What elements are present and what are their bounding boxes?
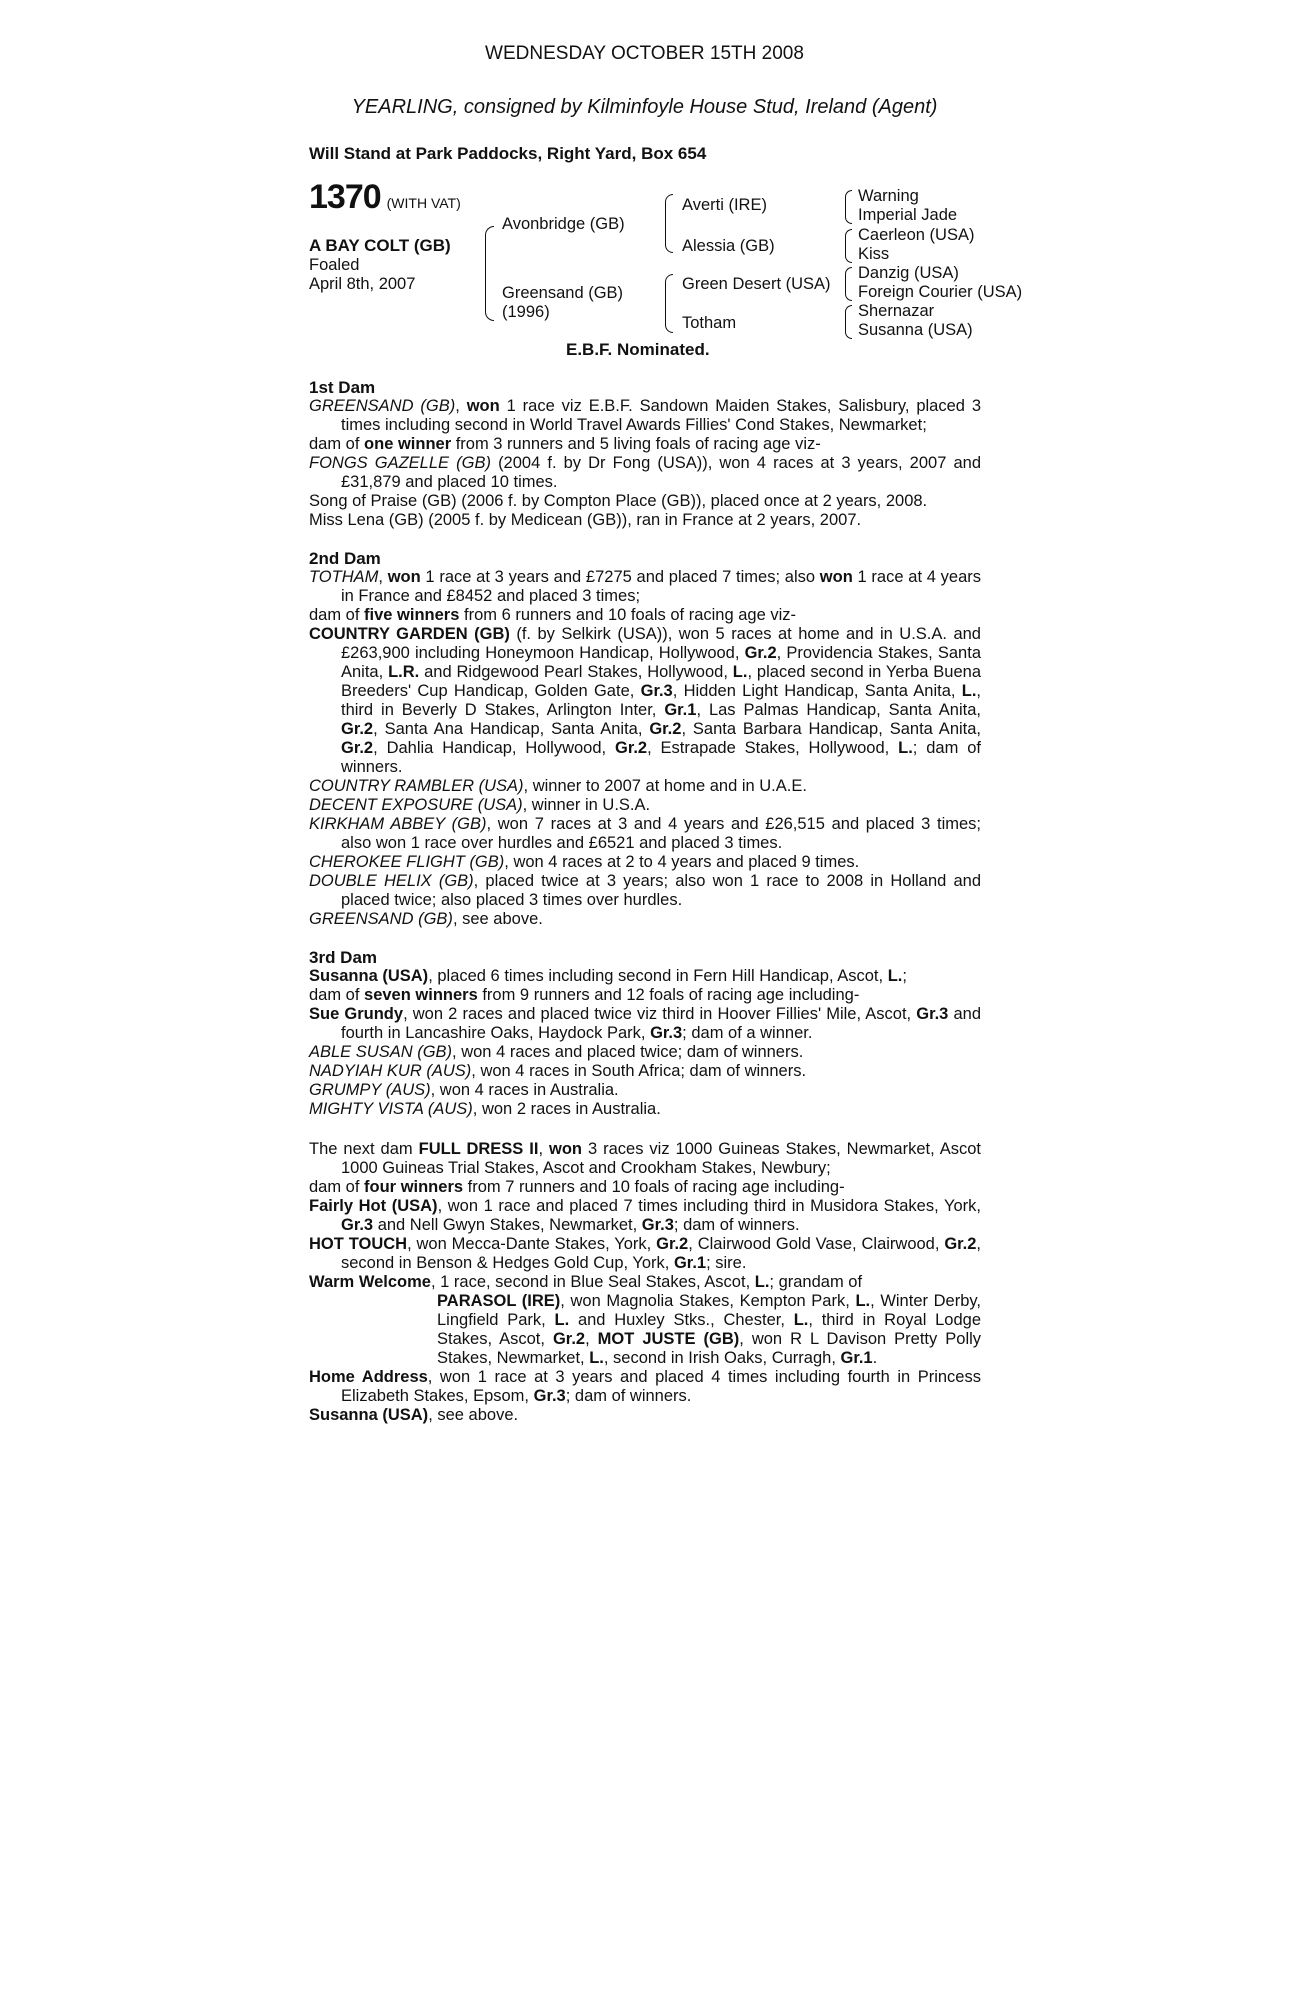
won-text: won bbox=[466, 397, 500, 415]
produce-entry bbox=[309, 1368, 981, 1406]
record-text: ; bbox=[902, 967, 907, 985]
produce-name: GREENSAND (GB) bbox=[309, 910, 453, 928]
grade-label: Gr.3 bbox=[341, 1216, 374, 1234]
ebf-nomination: E.B.F. Nominated. bbox=[566, 340, 710, 359]
produce-name: FONGS GAZELLE (GB) bbox=[309, 454, 491, 472]
produce-name: HOT TOUCH bbox=[309, 1235, 408, 1253]
produce-text: , Dahlia Handicap, Hollywood, bbox=[373, 739, 615, 757]
grade-label: L. bbox=[554, 1311, 570, 1329]
produce-text: ; dam of winners. bbox=[673, 1216, 800, 1234]
produce-entry bbox=[309, 872, 981, 910]
winners-count: five winners bbox=[364, 606, 460, 624]
pedigree-dam: Greensand (GB) bbox=[502, 284, 624, 302]
dam-of-label: dam of bbox=[309, 435, 365, 453]
second-dam-section bbox=[309, 549, 981, 929]
first-dam-heading: 1st Dam bbox=[309, 378, 376, 397]
produce-text: , winner in U.S.A. bbox=[522, 796, 651, 814]
produce-entry bbox=[309, 454, 981, 492]
produce-text: , Providencia Stakes, Santa Anita, bbox=[341, 644, 981, 681]
lot-number: 1370 bbox=[309, 178, 381, 216]
produce-name: Warm Welcome bbox=[309, 1273, 431, 1291]
grandproduce-entry bbox=[309, 777, 981, 796]
grade-label: L. bbox=[961, 682, 977, 700]
grandproduce-entry bbox=[309, 1235, 981, 1273]
produce-text: ; sire. bbox=[706, 1254, 747, 1272]
grade-label: Gr.1 bbox=[840, 1349, 873, 1367]
dam-of-label: dam of bbox=[309, 1178, 365, 1196]
produce-text: ; dam of winners. bbox=[565, 1387, 692, 1405]
produce-text: , Winter Derby, Lingfield Park, bbox=[437, 1292, 981, 1329]
pedigree-ds-sire: Danzig (USA) bbox=[858, 264, 959, 282]
produce-text: , won 1 race at 3 years and placed 4 times including fourth in Princess Elizabeth Stakes, Epsom, bbox=[341, 1368, 981, 1405]
produce-name: KIRKHAM ABBEY (GB) bbox=[309, 815, 487, 833]
produce-entry: Song of Praise (GB) (2006 f. by Compton Place (GB)), placed once at 2 years, 2008. bbox=[309, 492, 928, 510]
brace-sd bbox=[845, 229, 852, 263]
brace-ss bbox=[845, 190, 852, 224]
record-text: 1 race at 3 years and £7275 and placed 7 times; also bbox=[420, 568, 820, 586]
pedigree-sire-sire: Averti (IRE) bbox=[682, 196, 767, 214]
grade-label: Gr.3 bbox=[650, 1024, 683, 1042]
produce-name: DOUBLE HELIX (GB) bbox=[309, 872, 474, 890]
produce-text: , Santa Barbara Handicap, Santa Anita, bbox=[681, 720, 982, 738]
grade-label: Gr.3 bbox=[641, 1216, 674, 1234]
produce-text: , won Magnolia Stakes, Kempton Park, bbox=[560, 1292, 856, 1310]
grade-label: L. bbox=[754, 1273, 770, 1291]
brace-ds bbox=[845, 267, 852, 301]
produce-name: Home Address bbox=[309, 1368, 428, 1386]
won-text: won bbox=[387, 568, 421, 586]
produce-entry bbox=[309, 853, 981, 872]
produce-text: , bbox=[585, 1330, 598, 1348]
produce-name: Fairly Hot (USA) bbox=[309, 1197, 438, 1215]
pedigree-dam-sire: Green Desert (USA) bbox=[682, 275, 831, 293]
winners-count: one winner bbox=[364, 435, 452, 453]
brace-sire bbox=[665, 194, 673, 253]
produce-entry bbox=[309, 625, 981, 777]
produce-text: , won 1 race and placed 7 times including third in Musidora Stakes, York, bbox=[437, 1197, 981, 1215]
record-text: The next dam bbox=[309, 1140, 419, 1158]
produce-text: , won Mecca-Dante Stakes, York, bbox=[407, 1235, 657, 1253]
great-grandproduce-entry bbox=[437, 1292, 981, 1368]
grandproduce-entry bbox=[309, 1273, 981, 1292]
third-dam-record bbox=[309, 967, 981, 986]
third-dam-heading: 3rd Dam bbox=[309, 948, 378, 967]
pedigree-ss-dam: Imperial Jade bbox=[858, 206, 958, 224]
grade-label: Gr.2 bbox=[744, 644, 777, 662]
produce-text: , Clairwood Gold Vase, Clairwood, bbox=[688, 1235, 945, 1253]
produce-text: , second in Benson & Hedges Gold Cup, York, bbox=[341, 1235, 982, 1272]
third-dam-produce-summary bbox=[309, 986, 981, 1005]
third-dam-section bbox=[309, 948, 981, 1119]
grade-label: L. bbox=[855, 1292, 871, 1310]
first-dam-record: GREENSAND (GB), won 1 race viz E.B.F. Sandown Maiden Stakes, Salisbury, placed 3 times including second in World Travel Awards Fillies' Cond Stakes, Newmarket; bbox=[309, 397, 982, 434]
produce-entry bbox=[309, 815, 981, 853]
winners-count: four winners bbox=[364, 1178, 464, 1196]
grade-label: L. bbox=[793, 1311, 809, 1329]
produce-name: COUNTRY GARDEN (GB) bbox=[309, 625, 510, 643]
grade-label: Gr.2 bbox=[341, 720, 374, 738]
pedigree-sd-sire: Caerleon (USA) bbox=[858, 226, 975, 244]
summary-text: from 9 runners and 12 foals of racing age including- bbox=[477, 986, 860, 1004]
dam-name: TOTHAM bbox=[309, 568, 379, 586]
won-text: won bbox=[549, 1140, 582, 1158]
produce-name: MIGHTY VISTA (AUS) bbox=[309, 1100, 473, 1118]
produce-name: Susanna (USA) bbox=[309, 1406, 429, 1424]
produce-text: , won R L Davison Pretty Polly Stakes, Newmarket, bbox=[437, 1330, 982, 1367]
produce-text: , 1 race, second in Blue Seal Stakes, Ascot, bbox=[430, 1273, 755, 1291]
second-dam-record: TOTHAM, won 1 race at 3 years and £7275 and placed 7 times; also won 1 race at 4 years in France and £8452 and placed 3 times; bbox=[309, 568, 982, 605]
record-text: , bbox=[538, 1140, 549, 1158]
produce-name: CHEROKEE FLIGHT (GB) bbox=[309, 853, 505, 871]
produce-entry bbox=[309, 1005, 981, 1043]
produce-name: Sue Grundy bbox=[309, 1005, 404, 1023]
produce-name: DECENT EXPOSURE (USA) bbox=[309, 796, 523, 814]
pedigree-ss-sire: Warning bbox=[858, 187, 919, 205]
produce-entry bbox=[309, 1406, 981, 1425]
produce-text: , Estrapade Stakes, Hollywood, bbox=[647, 739, 899, 757]
produce-text: , placed second in Yerba Buena Breeders' Cup Handicap, Golden Gate, bbox=[341, 663, 981, 700]
grade-label: Gr.2 bbox=[614, 739, 648, 757]
produce-text: , see above. bbox=[428, 1406, 519, 1424]
grade-label: Gr.3 bbox=[916, 1005, 949, 1023]
produce-entry bbox=[309, 1197, 981, 1235]
grandproduce-entry bbox=[309, 796, 981, 815]
foaled-label: Foaled bbox=[309, 256, 360, 274]
produce-name: MOT JUSTE (GB) bbox=[597, 1330, 740, 1348]
produce-text: , won 2 races in Australia. bbox=[472, 1100, 661, 1118]
brace-dam bbox=[665, 274, 673, 333]
produce-text: , winner to 2007 at home and in U.A.E. bbox=[523, 777, 807, 795]
brace-dd bbox=[845, 305, 852, 339]
produce-text: , third in Royal Lodge Stakes, Ascot, bbox=[437, 1311, 982, 1348]
sale-date: WEDNESDAY OCTOBER 15TH 2008 bbox=[485, 43, 804, 64]
pedigree-sire: Avonbridge (GB) bbox=[502, 215, 625, 233]
record-text: 3 races viz 1000 Guineas Stakes, Newmarket, Ascot 1000 Guineas Trial Stakes, Ascot and Crookham Stakes, Newbury; bbox=[341, 1140, 981, 1177]
stand-location: Will Stand at Park Paddocks, Right Yard, Box 654 bbox=[309, 144, 707, 163]
winners-count: seven winners bbox=[364, 986, 478, 1004]
pedigree-sire-dam: Alessia (GB) bbox=[682, 237, 775, 255]
produce-name: NADYIAH KUR (AUS) bbox=[309, 1062, 472, 1080]
produce-entry bbox=[309, 1062, 981, 1081]
grade-label: L. bbox=[732, 663, 748, 681]
produce-text: , Hidden Light Handicap, Santa Anita, bbox=[672, 682, 962, 700]
consignment-line: YEARLING, consigned by Kilminfoyle House Stud, Ireland (Agent) bbox=[351, 96, 938, 118]
record-text: , placed 6 times including second in Fern Hill Handicap, Ascot, bbox=[428, 967, 888, 985]
grade-label: Gr.3 bbox=[640, 682, 673, 700]
dam-name: Susanna (USA) bbox=[309, 967, 429, 985]
produce-entry bbox=[309, 1100, 981, 1119]
produce-text: and fourth in Lancashire Oaks, Haydock Park, bbox=[341, 1005, 981, 1042]
summary-text: from 7 runners and 10 foals of racing age including- bbox=[463, 1178, 845, 1196]
pedigree-dd-dam: Susanna (USA) bbox=[858, 321, 973, 339]
next-dam-record bbox=[309, 1140, 981, 1178]
produce-entry: Miss Lena (GB) (2005 f. by Medicean (GB)), ran in France at 2 years, 2007. bbox=[309, 511, 862, 529]
dam-of-label: dam of bbox=[309, 606, 365, 624]
second-dam-heading: 2nd Dam bbox=[309, 549, 381, 568]
produce-text: and Huxley Stks., Chester, bbox=[569, 1311, 794, 1329]
grade-label: Gr.2 bbox=[944, 1235, 977, 1253]
record-text: 1 race at 4 years in France and £8452 and placed 3 times; bbox=[341, 568, 982, 605]
second-dam-produce-summary bbox=[309, 606, 981, 625]
first-dam-produce-summary bbox=[309, 435, 981, 454]
first-dam-section bbox=[309, 378, 981, 530]
produce-text: , won 2 races and placed twice viz third in Hoover Fillies' Mile, Ascot, bbox=[403, 1005, 917, 1023]
produce-entry bbox=[309, 910, 981, 929]
grade-label: L.R. bbox=[388, 663, 420, 681]
grade-label: Gr.1 bbox=[664, 701, 697, 719]
record-text: 1 race viz E.B.F. Sandown Maiden Stakes, Salisbury, placed 3 times including second in World Travel Awards Fillies' Cond Stakes, Newmarket; bbox=[341, 397, 982, 434]
produce-text: , see above. bbox=[452, 910, 543, 928]
produce-text: , won 4 races at 2 to 4 years and placed 9 times. bbox=[504, 853, 860, 871]
summary-text: from 6 runners and 10 foals of racing age viz- bbox=[459, 606, 796, 624]
produce-entry bbox=[309, 1081, 981, 1100]
grade-label: L. bbox=[898, 739, 913, 757]
produce-text: and Ridgewood Pearl Stakes, Hollywood, bbox=[419, 663, 733, 681]
grade-label: Gr.2 bbox=[552, 1330, 586, 1348]
produce-text: , Las Palmas Handicap, Santa Anita, bbox=[696, 701, 981, 719]
grade-label: L. bbox=[589, 1349, 604, 1367]
summary-text: from 3 runners and 5 living foals of racing age viz- bbox=[451, 435, 821, 453]
grade-label: Gr.3 bbox=[533, 1387, 566, 1405]
dam-name: GREENSAND (GB) bbox=[309, 397, 456, 415]
next-dam-section bbox=[309, 1140, 981, 1425]
produce-text: ; grandam of bbox=[769, 1273, 863, 1291]
pedigree-ds-dam: Foreign Courier (USA) bbox=[858, 283, 1023, 301]
vat-note: (WITH VAT) bbox=[386, 195, 461, 211]
produce-text: . bbox=[872, 1349, 878, 1367]
pedigree-sd-dam: Kiss bbox=[858, 245, 890, 263]
grade-label: Gr.2 bbox=[341, 739, 374, 757]
horse-description: A BAY COLT (GB) bbox=[309, 236, 451, 255]
produce-name: COUNTRY RAMBLER (USA) bbox=[309, 777, 524, 795]
dam-of-label: dam of bbox=[309, 986, 365, 1004]
produce-entry bbox=[309, 1043, 981, 1062]
produce-name: PARASOL (IRE) bbox=[437, 1292, 561, 1310]
won-text: won bbox=[819, 568, 853, 586]
grade-label: Gr.2 bbox=[649, 720, 682, 738]
produce-text: and Nell Gwyn Stakes, Newmarket, bbox=[373, 1216, 642, 1234]
produce-text: , won 7 races at 3 and 4 years and £26,515 and placed 3 times; also won 1 race over hurdles and £6521 and placed 3 times. bbox=[341, 815, 981, 852]
dam-name: FULL DRESS II bbox=[418, 1140, 539, 1158]
grade-label: L. bbox=[887, 967, 903, 985]
produce-text: (f. by Selkirk (USA)), won 5 races at home and in U.S.A. and £263,900 including Honeymoon Handicap, Hollywood, bbox=[341, 625, 981, 662]
produce-text: , Santa Ana Handicap, Santa Anita, bbox=[373, 720, 650, 738]
grade-label: Gr.1 bbox=[673, 1254, 707, 1272]
produce-text: , won 4 races in Australia. bbox=[430, 1081, 619, 1099]
produce-text: ; dam of winners. bbox=[341, 739, 981, 776]
next-dam-produce-summary bbox=[309, 1178, 981, 1197]
pedigree-dam-year: (1996) bbox=[502, 303, 550, 321]
pedigree-dam-dam: Totham bbox=[682, 314, 737, 332]
produce-text: , second in Irish Oaks, Curragh, bbox=[603, 1349, 841, 1367]
brace-main bbox=[485, 226, 494, 321]
produce-name: GRUMPY (AUS) bbox=[309, 1081, 431, 1099]
foaled-date: April 8th, 2007 bbox=[309, 275, 416, 293]
produce-text: ; dam of a winner. bbox=[682, 1024, 813, 1042]
lot-heading bbox=[309, 178, 461, 216]
produce-text: , third in Beverly D Stakes, Arlington Inter, bbox=[341, 682, 982, 719]
produce-name: ABLE SUSAN (GB) bbox=[309, 1043, 453, 1061]
pedigree-dd-sire: Shernazar bbox=[858, 302, 935, 320]
produce-text: , placed twice at 3 years; also won 1 race to 2008 in Holland and placed twice; also placed 3 times over hurdles. bbox=[341, 872, 981, 909]
produce-text: , won 4 races and placed twice; dam of winners. bbox=[452, 1043, 804, 1061]
produce-text: , won 4 races in South Africa; dam of winners. bbox=[471, 1062, 807, 1080]
grade-label: Gr.2 bbox=[656, 1235, 689, 1253]
produce-text: (2004 f. by Dr Fong (USA)), won 4 races at 3 years, 2007 and £31,879 and placed 10 times. bbox=[341, 454, 981, 491]
